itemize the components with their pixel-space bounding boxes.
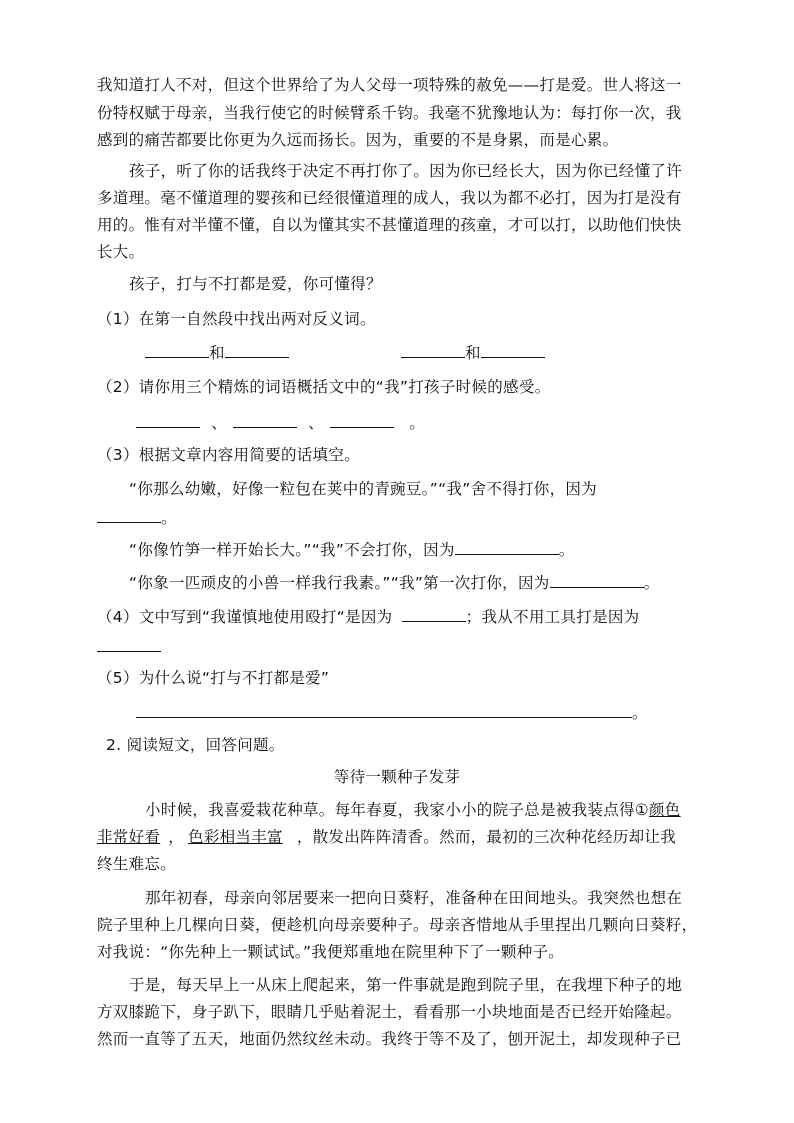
question-3: （3）根据文章内容用简要的话填空。 [97,446,360,464]
answer-row-q5: 。 [136,703,648,722]
passage-line: 非常好看 ， 色彩相当丰富 ，散发出阵阵清香。然而，最初的三次种花经历却让我 [97,828,677,846]
question-3c: “你象一匹顽皮的小兽一样我行我素。”“我”第一次打你，因为 。 [129,574,660,592]
passage-line: 孩子，打与不打都是爱，你可懂得？ [129,275,382,293]
question-3b: “你像竹笋一样开始长大。”“我”不会打你，因为 。 [129,541,575,559]
answer-blank[interactable] [455,540,559,555]
answer-row-q1: 和 [145,343,289,362]
answer-blank[interactable] [550,573,644,588]
question-4: （4）文中写到“我谨慎地使用殴打“是因为 ；我从不用工具打是因为 [97,608,640,626]
passage-line: 我知道打人不对，但这个世界给了为人父母一项特殊的赦免——打是爱。世人将这一 [97,76,682,94]
answer-blank[interactable] [481,343,545,358]
question-3a: “你那么幼嫩，好像一粒包在荚中的青豌豆。”“我”舍不得打你，因为 [129,480,597,498]
answer-blank[interactable] [136,703,632,718]
answer-blank[interactable] [401,343,465,358]
answer-row-q3a: 。 [97,508,177,527]
passage-line: 小时候，我喜爱栽花种草。每年春夏，我家小小的院子总是被我装点得①颜色 [145,801,681,819]
question-2: （2）请你用三个精炼的词语概括文中的“我”打孩子时候的感受。 [97,378,551,396]
answer-blank[interactable] [233,413,297,428]
passage-line: 感到的痛苦都要比你更为久远而扬长。因为，重要的不是身累，而是心累。 [97,131,619,149]
passage-line: 对我说：“你先种上一颗试试。”我便郑重地在院里种下了一颗种子。 [97,943,565,961]
passage-line: 用的。惟有对半懂不懂，自以为懂其实不甚懂道理的孩童，才可以打，以助他们快快 [97,216,682,234]
passage-title: 等待一颗种子发芽 [333,768,461,786]
answer-blank[interactable] [330,413,394,428]
passage-line: 终生难忘。 [97,855,177,873]
answer-row-q4 [97,637,161,656]
passage-line: 方双膝跪下，身子趴下，眼睛几乎贴着泥土，看看那一小块地面是否已经开始隆起。 [97,1003,682,1021]
answer-blank[interactable] [97,637,161,652]
answer-row-q2: 、 、 。 [136,413,425,432]
passage-line: 多道理。毫不懂道理的婴孩和已经很懂道理的成人，我以为都不必打，因为打是没有 [97,189,682,207]
passage-line: 院子里种上几棵向日葵，便趁机向母亲要种子。母亲吝惜地从手里捏出几颗向日葵籽， [97,916,698,934]
passage-line: 孩子，听了你的话我终于决定不再打你了。因为你已经长大，因为你已经懂了许 [129,162,683,180]
passage-line: 长大。 [97,243,145,261]
question-5: （5）为什么说“打与不打都是爱” [97,669,330,687]
passage-line: 份特权赋于母亲，当我行使它的时候臂系千钧。我毫不犹豫地认为：每打你一次，我 [97,104,682,122]
answer-blank[interactable] [97,508,161,523]
passage-line: 于是，每天早上一从床上爬起来，第一件事就是跑到院子里，在我埋下种子的地 [129,976,683,994]
question-1: （1）在第一自然段中找出两对反义词。 [97,310,376,328]
answer-blank[interactable] [145,343,209,358]
passage-line: 那年初春，母亲向邻居要来一把向日葵籽，准备种在田间地头。我突然也想在 [145,889,683,907]
passage-line: 然而一直等了五天，地面仍然纹丝未动。我终于等不及了，刨开泥土，却发现种子已 [97,1030,682,1048]
answer-row-q1b: 和 [401,343,545,362]
answer-blank[interactable] [402,607,466,622]
answer-blank[interactable] [225,343,289,358]
answer-blank[interactable] [136,413,200,428]
section-heading: 2. 阅读短文，回答问题。 [106,736,285,754]
